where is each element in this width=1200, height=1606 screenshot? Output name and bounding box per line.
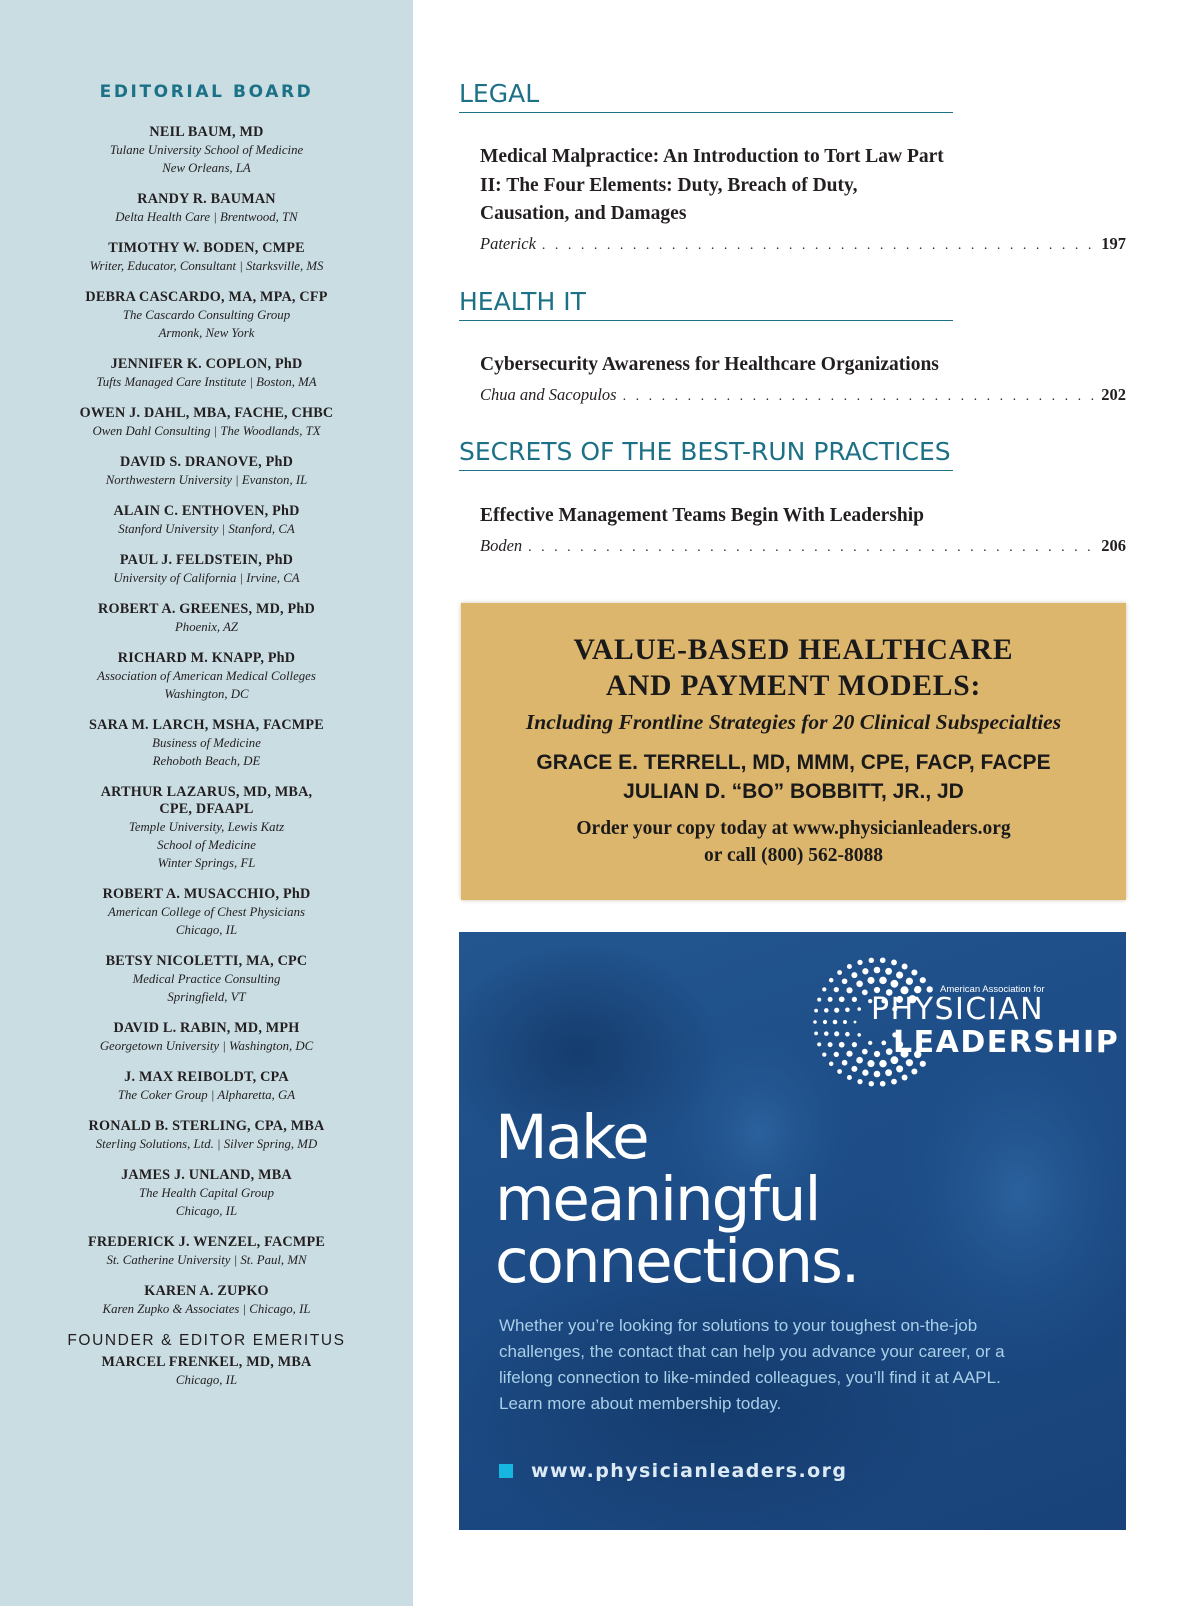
- section-heading-legal: LEGAL: [459, 78, 953, 113]
- logo-dot: [847, 964, 852, 969]
- logo-dot: [911, 969, 917, 975]
- board-member-affiliation: Phoenix, AZ: [174, 620, 239, 634]
- logo-dot: [828, 997, 833, 1002]
- logo-dot: [868, 1041, 872, 1045]
- logo-dot: [896, 972, 903, 979]
- board-member-affiliation: St. Catherine University | St. Paul, MN: [106, 1253, 307, 1267]
- board-member-name: RONALD B. STERLING, CPA, MBA: [88, 1118, 325, 1134]
- board-member: [0, 289, 413, 342]
- logo-dot: [852, 997, 857, 1002]
- logo-dot: [879, 977, 886, 984]
- board-member-affiliation: Sterling Solutions, Ltd. | Silver Spring, MD: [95, 1137, 318, 1151]
- logo-dot: [814, 1009, 818, 1013]
- ad-url-link[interactable]: www.physicianleaders.org: [531, 1460, 848, 1482]
- toc-line-health-it[interactable]: [480, 384, 1126, 408]
- book-author-1: GRACE E. TERRELL, MD, MMM, CPE, FACP, FACPE: [536, 751, 1051, 774]
- logo-dot: [867, 977, 874, 984]
- logo-dot: [834, 1008, 839, 1013]
- ad-url-row[interactable]: [499, 1460, 847, 1482]
- logo-dot: [906, 978, 913, 985]
- square-bullet-icon: [499, 1464, 513, 1478]
- board-member-affiliation: New Orleans, LA: [162, 161, 251, 175]
- board-member-name: KAREN A. ZUPKO: [144, 1283, 269, 1299]
- article-author: Paterick: [480, 234, 536, 253]
- board-member-name: SARA M. LARCH, MSHA, FACMPE: [89, 717, 324, 733]
- logo-dot: [851, 1066, 857, 1072]
- section-heading-best-run-practices: SECRETS OF THE BEST-RUN PRACTICES: [459, 436, 953, 471]
- article-title-legal[interactable]: Medical Malpractice: An Introduction to Tort Law Part II: The Four Elements: Duty, Breach of Duty, Causation, and Damages: [480, 146, 944, 224]
- toc-line-best-run-practices[interactable]: [480, 535, 1126, 559]
- board-member-affiliation: American College of Chest Physicians: [108, 905, 305, 919]
- board-member-affiliation: Springfield, VT: [167, 990, 246, 1004]
- logo-dot: [874, 1051, 880, 1057]
- board-member-affiliation: Chicago, IL: [175, 1204, 238, 1218]
- logo-dot: [867, 1060, 874, 1067]
- board-member: [0, 454, 413, 489]
- page-number: 197: [1101, 234, 1126, 253]
- logo-dot: [896, 1065, 903, 1072]
- board-member: [0, 601, 413, 636]
- board-member: [0, 650, 413, 703]
- board-member-affiliation: Georgetown University | Washington, DC: [99, 1039, 314, 1053]
- board-member: [0, 886, 413, 939]
- editorial-board-heading: EDITORIAL BOARD: [99, 82, 314, 102]
- board-member-affiliation: University of California | Irvine, CA: [113, 571, 300, 585]
- board-member-affiliation: Winter Springs, FL: [157, 856, 256, 870]
- board-member-name: DEBRA CASCARDO, MA, MPA, CFP: [85, 289, 328, 305]
- board-member-name: NEIL BAUM, MD: [149, 124, 264, 140]
- logo-dot: [856, 1057, 863, 1064]
- logo-dot: [822, 1052, 826, 1056]
- logo-dot: [857, 1079, 862, 1084]
- logo-dot: [885, 1069, 892, 1076]
- logo-dot: [906, 1059, 913, 1066]
- board-member: [0, 191, 413, 226]
- headline-line-2: meaningful: [495, 1164, 820, 1235]
- logo-dot: [842, 1060, 848, 1066]
- board-member: [0, 1283, 413, 1318]
- board-member: [0, 240, 413, 275]
- board-member-name: RANDY R. BAUMAN: [137, 191, 276, 207]
- board-member-name: OWEN J. DAHL, MBA, FACHE, CHBC: [79, 405, 334, 421]
- board-member-name: DAVID L. RABIN, MD, MPH: [113, 1020, 300, 1036]
- book-title-line1: VALUE-BASED HEALTHCARE: [573, 634, 1014, 666]
- logo-dot: [845, 1008, 850, 1013]
- board-member: [0, 1234, 413, 1269]
- logo-dot: [829, 1062, 834, 1067]
- board-member: [0, 1069, 413, 1104]
- logo-dot: [846, 1051, 852, 1057]
- logo-dot: [842, 978, 848, 984]
- board-member-name: PAUL J. FELDSTEIN, PhD: [119, 552, 294, 568]
- board-member-affiliation: Tufts Managed Care Institute | Boston, MA: [96, 375, 317, 389]
- page-number: 202: [1101, 385, 1126, 404]
- logo-dot: [824, 1031, 829, 1036]
- logo-dot: [817, 1042, 821, 1046]
- board-member-name: JENNIFER K. COPLON, PhD: [110, 356, 303, 372]
- logo-dot: [880, 1081, 886, 1087]
- logo-dot: [869, 1081, 874, 1086]
- board-member-affiliation: Delta Health Care | Brentwood, TN: [115, 210, 298, 224]
- board-member-name: DAVID S. DRANOVE, PhD: [119, 454, 294, 470]
- logo-dot: [874, 967, 881, 974]
- board-member-name: ROBERT A. GREENES, MD, PhD: [98, 601, 315, 617]
- board-member: [0, 1118, 413, 1153]
- logo-dot: [857, 960, 862, 965]
- logo-association-text: American Association for: [940, 984, 1045, 995]
- logo-dot: [837, 970, 842, 975]
- logo-dot: [822, 987, 826, 991]
- board-member-name: ALAIN C. ENTHOVEN, PhD: [113, 503, 300, 519]
- board-member-affiliation: Armonk, New York: [158, 326, 255, 340]
- logo-dot: [846, 987, 852, 993]
- logo-dot: [843, 1020, 847, 1024]
- logo-dot: [839, 996, 845, 1002]
- logo-dot: [834, 1052, 839, 1057]
- board-member-name: BETSY NICOLETTI, MA, CPC: [105, 953, 308, 969]
- section-heading-health-it: HEALTH IT: [459, 286, 953, 321]
- page-number: 206: [1101, 536, 1126, 555]
- board-member-affiliation: Business of Medicine: [152, 736, 261, 750]
- board-member-affiliation: The Coker Group | Alpharetta, GA: [117, 1088, 296, 1102]
- logo-dot: [845, 1032, 850, 1037]
- board-member-affiliation: Writer, Educator, Consultant | Starksville, MS: [89, 259, 324, 273]
- book-subtitle: Including Frontline Strategies for 20 Clinical Subspecialties: [525, 710, 1062, 734]
- book-advertisement[interactable]: [461, 603, 1126, 900]
- board-member-affiliation: School of Medicine: [157, 838, 256, 852]
- board-member: [0, 1167, 413, 1220]
- logo-dot: [920, 977, 926, 983]
- logo-dot: [823, 1020, 827, 1024]
- logo-dot: [837, 1069, 842, 1074]
- board-member-affiliation: The Health Capital Group: [139, 1186, 274, 1200]
- logo-dot: [852, 1042, 857, 1047]
- board-member-name: J. MAX REIBOLDT, CPA: [124, 1069, 289, 1085]
- board-member-affiliation: Rehoboth Beach, DE: [152, 754, 261, 768]
- logo-dot: [847, 1075, 852, 1080]
- logo-dot: [891, 1079, 897, 1085]
- board-member: [0, 717, 413, 770]
- headline-line-3: connections.: [495, 1226, 859, 1297]
- logo-dot: [911, 1068, 917, 1074]
- board-member: [0, 356, 413, 391]
- board-member-name: JAMES J. UNLAND, MBA: [121, 1167, 292, 1183]
- logo-dot: [885, 968, 892, 975]
- board-member-name: TIMOTHY W. BODEN, CMPE: [108, 240, 305, 256]
- board-member: [0, 953, 413, 1006]
- board-member: [0, 1020, 413, 1055]
- logo-dot: [833, 1020, 838, 1025]
- board-member-affiliation: Tulane University School of Medicine: [109, 143, 304, 157]
- board-member-name: CPE, DFAAPL: [159, 801, 254, 817]
- leader-dots: [623, 386, 1096, 408]
- board-member-name: FREDERICK J. WENZEL, FACMPE: [87, 1234, 325, 1250]
- logo-dot: [839, 1042, 845, 1048]
- board-member-affiliation: Northwestern University | Evanston, IL: [105, 473, 308, 487]
- logo-dot: [920, 1061, 926, 1067]
- logo-dot: [834, 987, 839, 992]
- board-member: [0, 405, 413, 440]
- board-member-affiliation: The Cascardo Consulting Group: [122, 308, 291, 322]
- logo-dot: [862, 1070, 868, 1076]
- editorial-board-list: [0, 124, 413, 1318]
- board-member-name: ARTHUR LAZARUS, MD, MBA,: [100, 784, 313, 800]
- logo-dot: [869, 958, 874, 963]
- logo-dot: [834, 1031, 839, 1036]
- board-member-affiliation: Stanford University | Stanford, CA: [118, 522, 295, 536]
- article-author: Chua and Sacopulos: [480, 385, 617, 404]
- logo-dot: [813, 1020, 817, 1024]
- board-member: [0, 503, 413, 538]
- logo-dot: [857, 1007, 861, 1011]
- founder-name: MARCEL FRENKEL, MD, MBA: [101, 1354, 312, 1370]
- logo-dot: [824, 1008, 829, 1013]
- ad-body-text: Whether you’re looking for solutions to your toughest on-the-job challenges, the contact that can help you advance your career, or a lifelong connection to like-minded colleagues, you’ll find it at AAPL. Learn more about membership today.: [499, 1316, 1005, 1413]
- book-title-line2: AND PAYMENT MODELS:: [605, 670, 982, 702]
- book-order-line[interactable]: Order your copy today at www.physicianleaders.org: [576, 818, 1011, 839]
- book-phone-line: or call (800) 562-8088: [704, 845, 883, 866]
- founder-heading: FOUNDER & EDITOR EMERITUS: [67, 1332, 346, 1349]
- logo-dot: [874, 1071, 881, 1078]
- board-member-affiliation: Medical Practice Consulting: [132, 972, 281, 986]
- logo-dot: [902, 1075, 908, 1081]
- logo-physician-text: PHYSICIAN: [871, 992, 1045, 1027]
- logo-dot: [879, 1060, 886, 1067]
- article-author: Boden: [480, 536, 523, 555]
- board-member-affiliation: Washington, DC: [164, 687, 249, 701]
- editorial-board-sidebar: [0, 0, 413, 1606]
- board-member: [0, 124, 413, 177]
- board-member-affiliation: Owen Dahl Consulting | The Woodlands, TX: [92, 424, 321, 438]
- board-member-affiliation: Chicago, IL: [175, 923, 238, 937]
- logo-dot: [814, 1032, 818, 1036]
- board-member-affiliation: Karen Zupko & Associates | Chicago, IL: [102, 1302, 311, 1316]
- board-member-name: ROBERT A. MUSACCHIO, PhD: [102, 886, 311, 902]
- board-member-name: RICHARD M. KNAPP, PhD: [117, 650, 296, 666]
- logo-dot: [891, 980, 899, 988]
- headline-line-1: Make: [495, 1102, 648, 1173]
- logo-dot: [902, 964, 908, 970]
- logo-dot: [891, 959, 897, 965]
- board-member-affiliation: Temple University, Lewis Katz: [128, 820, 285, 834]
- logo-dot: [881, 1041, 886, 1046]
- logo-dot: [880, 957, 886, 963]
- founder-location: Chicago, IL: [175, 1373, 238, 1387]
- logo-dot: [862, 1049, 868, 1055]
- book-author-2: JULIAN D. “BO” BOBBITT, JR., JD: [623, 780, 964, 803]
- article-title-best-run-practices[interactable]: Effective Management Teams Begin With Leadership: [480, 505, 924, 526]
- leader-dots: [542, 235, 1095, 257]
- logo-dot: [829, 978, 834, 983]
- board-member-affiliation: Association of American Medical Colleges: [97, 669, 316, 683]
- toc-line-legal[interactable]: [480, 233, 1126, 257]
- logo-dot: [856, 980, 863, 987]
- article-title-health-it[interactable]: Cybersecurity Awareness for Healthcare Organizations: [480, 354, 939, 375]
- logo-leadership-text: LEADERSHIP: [893, 1025, 1120, 1060]
- board-member: [0, 784, 413, 872]
- logo-dot: [862, 968, 868, 974]
- logo-dot: [862, 990, 868, 996]
- logo-dot: [857, 1033, 861, 1037]
- logo-dot: [886, 1048, 893, 1055]
- leader-dots: [528, 537, 1095, 559]
- board-member: [0, 552, 413, 587]
- founder-entry: [0, 1354, 413, 1389]
- logo-dot: [854, 1021, 857, 1024]
- logo-dot: [817, 998, 821, 1002]
- logo-dot: [828, 1042, 833, 1047]
- aapl-membership-advertisement[interactable]: [459, 932, 1126, 1530]
- ad-headline: [495, 1102, 915, 1297]
- logo-dot: [851, 972, 857, 978]
